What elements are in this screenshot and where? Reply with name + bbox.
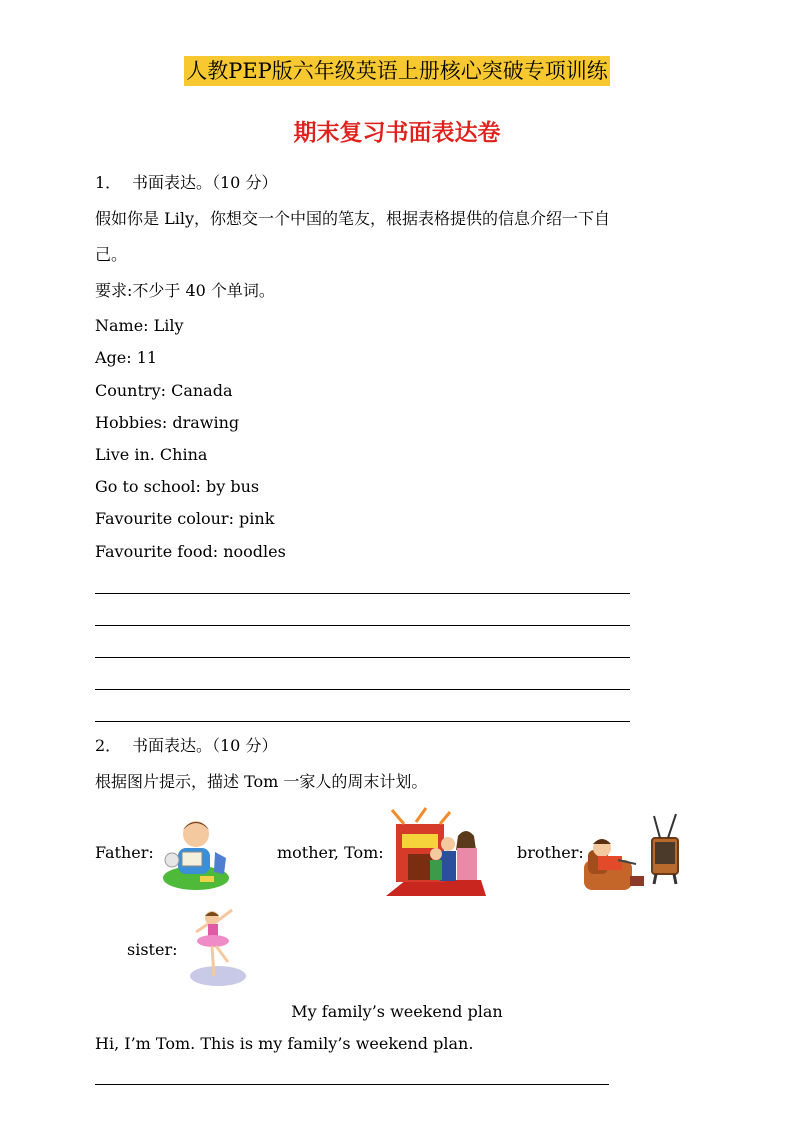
doc-title: 期末复习书面表达卷 [293,120,501,146]
answer-line[interactable] [95,593,630,594]
info-go-to-school: Go to school: by bus [95,477,260,496]
q1-heading: 1． 书面表达。（10 分） [95,173,278,192]
cinema-family-icon [386,806,486,896]
essay-title: My family’s weekend plan [291,1002,503,1021]
q1-prompt-cont: 己。 [95,245,128,264]
ballet-dancer-icon [186,906,250,988]
series-title: 人教PEP版六年级英语上册核心突破专项训练 [0,56,794,86]
answer-line[interactable] [95,689,630,690]
info-favourite-colour: Favourite colour: pink [95,509,275,528]
q2-heading: 2． 书面表达。（10 分） [95,736,278,755]
q1-prompt: 假如你是 Lily，你想交一个中国的笔友，根据表格提供的信息介绍一下自 [95,209,610,228]
father-reading-icon [160,812,232,892]
answer-line[interactable] [95,625,630,626]
q1-requirement: 要求:不少于 40 个单词。 [95,281,275,300]
sister-label: sister: [127,940,178,959]
father-label: Father: [95,843,154,862]
info-country: Country: Canada [95,381,233,400]
essay-start: Hi, I’m Tom. This is my family’s weekend plan. [95,1034,474,1053]
answer-line[interactable] [95,657,630,658]
info-favourite-food: Favourite food: noodles [95,542,286,561]
answer-line[interactable] [95,1084,609,1085]
answer-line[interactable] [95,721,630,722]
info-live-in: Live in. China [95,445,208,464]
brother-label: brother: [517,843,584,862]
mother-tom-label: mother, Tom: [277,843,384,862]
boy-watching-tv-icon [580,810,685,896]
info-name: Name: Lily [95,316,184,335]
info-hobbies: Hobbies: drawing [95,413,240,432]
info-age: Age: 11 [95,348,158,367]
q2-prompt: 根据图片提示，描述 Tom 一家人的周末计划。 [95,772,428,791]
